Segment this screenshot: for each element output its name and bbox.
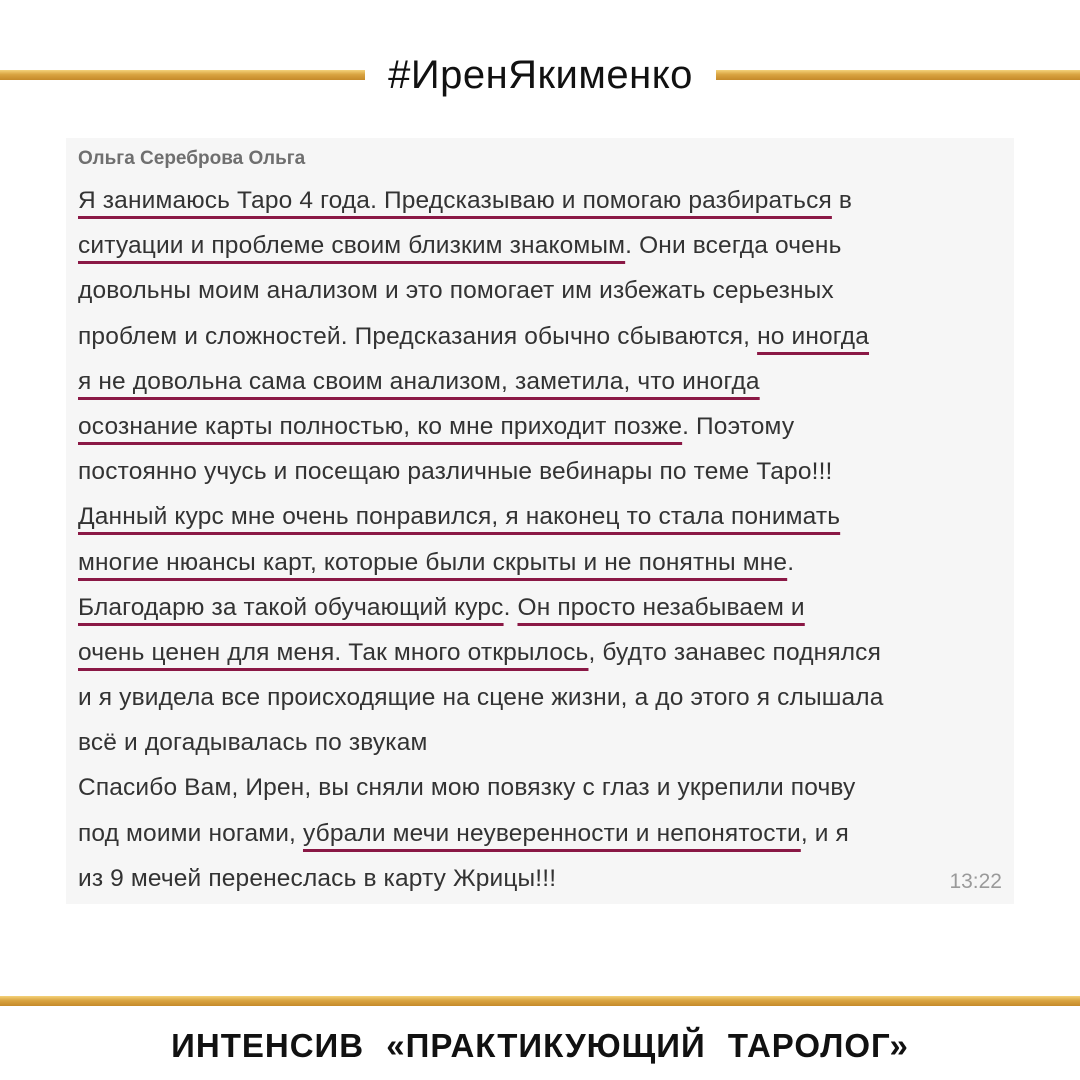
message-text-segment: в bbox=[831, 187, 853, 214]
message-line bbox=[78, 268, 1008, 313]
underlined-text: Данный курс мне очень понравился, я наконец то стала понимать bbox=[78, 503, 841, 531]
underlined-text: я не довольна сама своим анализом, заметила, что иногда bbox=[78, 367, 760, 395]
message-line bbox=[78, 811, 1008, 856]
message-line bbox=[78, 720, 1008, 765]
message-text bbox=[78, 178, 1008, 901]
message-text-segment: постоянно учусь и посещаю различные вебинары по теме Таро!!! bbox=[78, 458, 833, 486]
message-text-segment: и я увидела все происходящие на сцене жизни, а до этого я слышала bbox=[78, 684, 884, 712]
message-text-segment: всё и догадывалась по звукам bbox=[78, 729, 428, 757]
message-line bbox=[78, 223, 1008, 268]
underlined-text: ситуации и проблеме своим близким знакомым bbox=[78, 232, 626, 260]
message-line bbox=[78, 675, 1008, 720]
message-line bbox=[78, 540, 1008, 585]
message-line bbox=[78, 856, 1008, 901]
underlined-text: очень ценен для меня. Так много открылось bbox=[78, 638, 589, 666]
header bbox=[0, 40, 1080, 110]
message-line bbox=[78, 585, 1008, 630]
message-line bbox=[78, 404, 1008, 449]
message-text-segment: . bbox=[503, 593, 518, 621]
underlined-text: Он просто незабываем и bbox=[517, 593, 805, 621]
underlined-text: Благодарю за такой обучающий курс bbox=[78, 593, 504, 621]
message-line bbox=[78, 314, 1008, 359]
message-line bbox=[78, 765, 1008, 810]
hashtag-title: #ИренЯкименко bbox=[388, 53, 693, 97]
underlined-text: Я занимаюсь Таро 4 года. Предсказываю и помогаю разбираться bbox=[78, 187, 832, 214]
message-time: 13:22 bbox=[949, 870, 1002, 893]
message-text-segment: . bbox=[787, 548, 795, 576]
message-author: Ольга Сереброва Ольга bbox=[78, 148, 306, 169]
message-line bbox=[78, 449, 1008, 494]
message-text-segment: , будто занавес поднялся bbox=[588, 638, 881, 666]
message-line bbox=[78, 630, 1008, 675]
message-text-segment: проблем и сложностей. Предсказания обычно сбываются, bbox=[78, 322, 758, 350]
underlined-text: убрали мечи неуверенности и непонятости bbox=[302, 819, 801, 847]
footer-title: ИНТЕНСИВ «ПРАКТИКУЮЩИЙ ТАРОЛОГ» bbox=[171, 1027, 909, 1064]
footer-gold-bar bbox=[0, 996, 1080, 1006]
message-text-segment: довольны моим анализом и это помогает им избежать серьезных bbox=[78, 277, 834, 305]
underlined-text: но иногда bbox=[757, 322, 870, 350]
message-text-segment: из 9 мечей перенеслась в карту Жрицы!!! bbox=[78, 864, 557, 892]
header-left-gold-bar bbox=[0, 70, 365, 80]
message-text-segment: . Они всегда очень bbox=[625, 232, 842, 260]
message-text-segment: . Поэтому bbox=[682, 412, 795, 440]
message-text-segment: Спасибо Вам, Ирен, вы сняли мою повязку с глаз и укрепили почву bbox=[78, 774, 856, 802]
underlined-text: многие нюансы карт, которые были скрыты и не понятны мне bbox=[78, 548, 788, 576]
underlined-text: осознание карты полностью, ко мне приходит позже bbox=[78, 412, 683, 440]
header-right-gold-bar bbox=[716, 70, 1080, 80]
message-line bbox=[78, 494, 1008, 539]
message-line bbox=[78, 178, 1008, 223]
message-text-segment: под моими ногами, bbox=[78, 819, 303, 847]
message-text-segment: , и я bbox=[800, 819, 849, 847]
message-line bbox=[78, 359, 1008, 404]
chat-message bbox=[66, 138, 1014, 904]
